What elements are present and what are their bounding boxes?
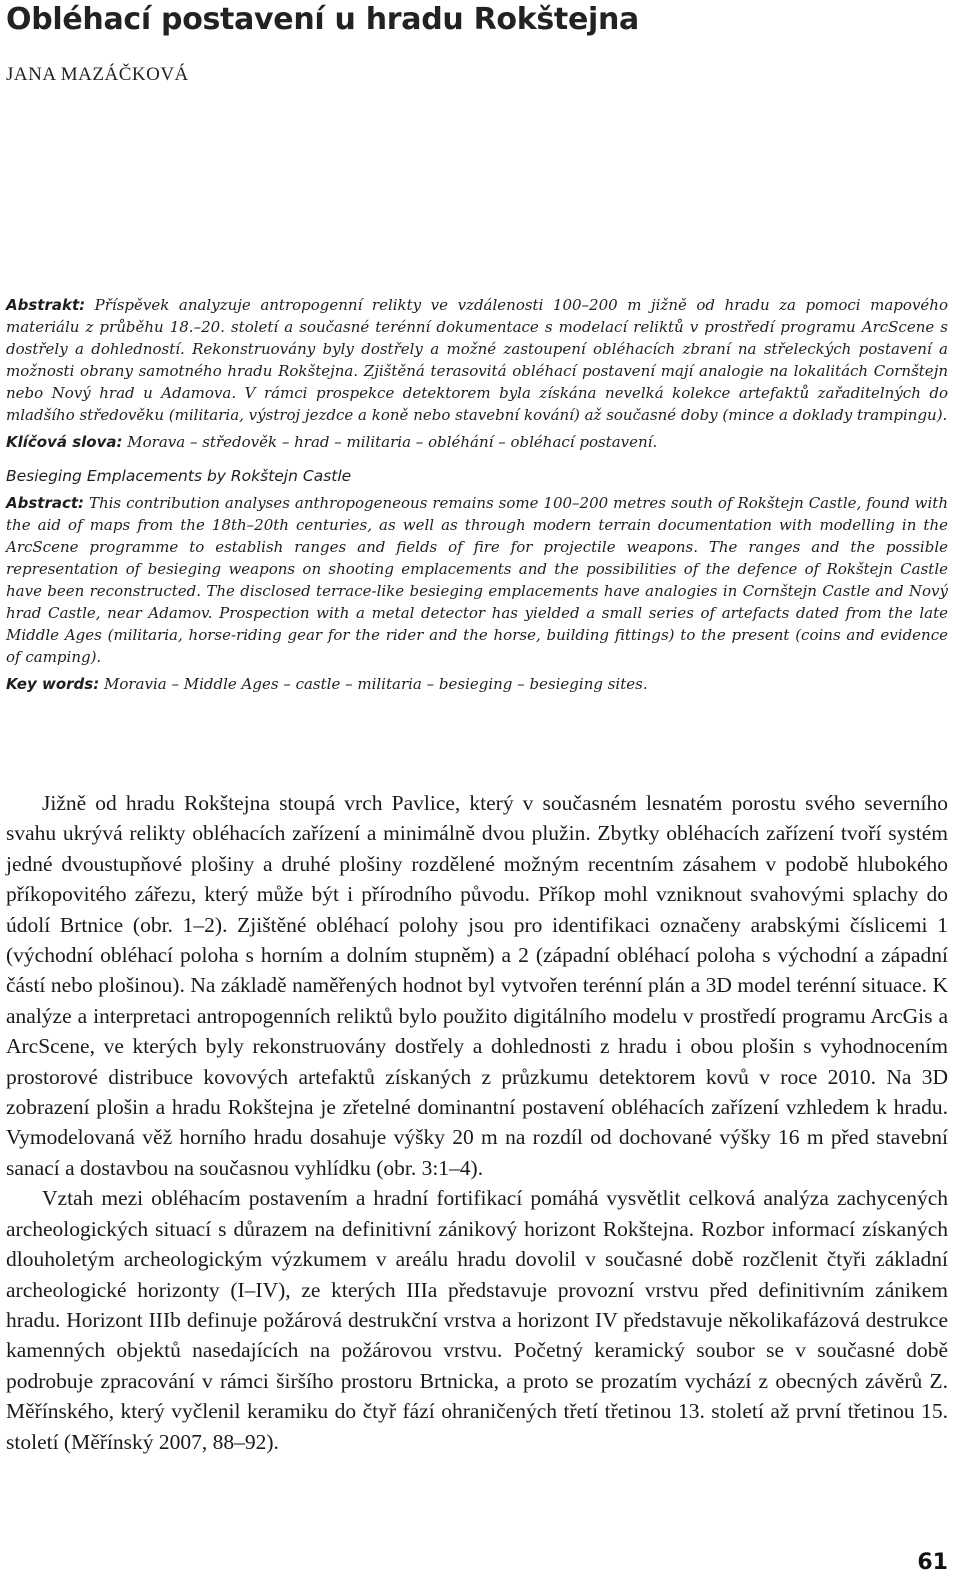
keywords-en-label: Key words: <box>6 675 100 693</box>
abstract-section <box>6 294 948 695</box>
abstract-en-title: Besieging Emplacements by Rokštejn Castle <box>6 467 352 485</box>
body-paragraph: Jižně od hradu Rokštejna stoupá vrch Pavlice, který v současném lesnatém porostu svého severního svahu ukrývá relikty obléhacích zařízení a minimálně dvou plužin. Zbytky obléhacích zařízení tvoří systém jedné dvoustupňové plošiny a druhé plošiny rozdělené možným recentním zásahem v podobě hlubokého příkopovitého zářezu, který může být i přírodního původu. Příkop mohl vzniknout svahovými splachy do údolí Brtnice (obr. 1–2). Zjištěné obléhací polohy jsou pro identifikaci označeny arabskými číslicemi 1 (východní obléhací poloha s horním a dolním stupněm) a 2 (západní obléhací poloha s východní a západní částí nebo plošinou). Na základě naměřených hodnot byl vytvořen terénní plán a 3D model terénní situace. K analýze a interpretaci antropogenních reliktů bylo použito digitálního modelu v prostředí programu ArcGis a ArcScene, ve kterých byly rekonstruovány dostřely a dohlednosti z hradu i obou plošin s vyhodnocením prostorové distribuce kovových artefaktů získaných z průzkumu detektorem kovů v roce 2010. Na 3D zobrazení plošin a hradu Rokštejna je zřetelné dominantní postavení obléhacích zařízení vzhledem k hradu. Vymodelovaná věž horního hradu dosahuje výšky 20 m na rozdíl od dochované výšky 16 m před stavební sanací a dostavbou na současnou vyhlídku (obr. 3:1–4). <box>6 791 948 1180</box>
body-text <box>6 788 948 1457</box>
keywords-cz-text: Morava – středověk – hrad – militaria – obléhání – obléhací postavení. <box>127 433 658 451</box>
abstract-en-label: Abstract: <box>6 494 85 512</box>
abstract-en <box>6 492 948 668</box>
page-number: 61 <box>917 1550 948 1575</box>
abstract-cz-text: Příspěvek analyzuje antropogenní relikty ve vzdálenosti 100–200 m jižně od hradu za pomoci mapového materiálu z průběhu 18.–20. století a současné terénní dokumentace s modelací reliktů v prostředí programu ArcScene s dostřely a dohledností. Rekonstruovány byly dostřely a možné zastoupení obléhacích zbraní na střeleckých postavení a možnosti obrany samotného hradu Rokštejna. Zjištěná terasovitá obléhací postavení mají analogie na lokalitách Cornštejn nebo Nový hrad u Adamova. V rámci prospekce detektorem byla získána nevelká kolekce artefaktů zařaditelných do mladšího středověku (militaria, výstroj jezdce a koně nebo stavební kování) až současné doby (mince a doklady trampingu). <box>6 296 948 424</box>
article-author: JANA MAZÁČKOVÁ <box>6 64 189 85</box>
abstract-cz <box>6 294 948 426</box>
keywords-en-text: Moravia – Middle Ages – castle – militaria – besieging – besieging sites. <box>103 675 648 693</box>
body-paragraph: Vztah mezi obléhacím postavením a hradní fortifikací pomáhá vysvětlit celková analýza zachycených archeologických situací s důrazem na definitivní zánikový horizont Rokštejna. Rozbor informací získaných dlouholetým archeologickým výzkumem v areálu hradu dovolil v současné době rozčlenit čtyři základní archeologické horizonty (I–IV), ze kterých IIIa představuje provozní vrstvu před definitivním zánikem hradu. Horizont IIIb definuje požárová destrukční vrstva a horizont IV představuje několikafázová destrukce kamenných objektů nasedajících na požárovou vrstvu. Početný keramický soubor se v současné době podrobuje zpracování v rámci širšího prostoru Brtnicka, a proto se prozatím vychází z obecných závěrů Z. Měřínského, který vyčlenil keramiku do čtyř fází ohraničených třetí třetinou 13. století až první třetinou 15. století (Měřínský 2007, 88–92). <box>6 1186 948 1454</box>
abstract-cz-label: Abstrakt: <box>6 296 86 314</box>
abstract-en-text: This contribution analyses anthropogeneous remains some 100–200 metres south of Rokštejn Castle, found with the aid of maps from the 18th–20th centuries, as well as through modern terrain documentation with modelling in the ArcScene programme to establish ranges and fields of fire for projectile weapons. The ranges and the possible representation of besieging weapons on shooting emplacements and the possibilities of the defence of Rokštejn Castle have been reconstructed. The disclosed terrace-like besieging emplacements have analogies in Cornštejn Castle and Nový hrad Castle, near Adamov. Prospection with a metal detector has yielded a small series of artefacts dated from the late Middle Ages (militaria, horse-riding gear for the rider and the horse, building fittings) to the present (coins and evidence of camping). <box>6 494 948 666</box>
keywords-cz-label: Klíčová slova: <box>6 433 123 451</box>
keywords-en <box>6 673 948 695</box>
keywords-cz <box>6 431 948 453</box>
article-title: Obléhací postavení u hradu Rokštejna <box>6 2 639 37</box>
